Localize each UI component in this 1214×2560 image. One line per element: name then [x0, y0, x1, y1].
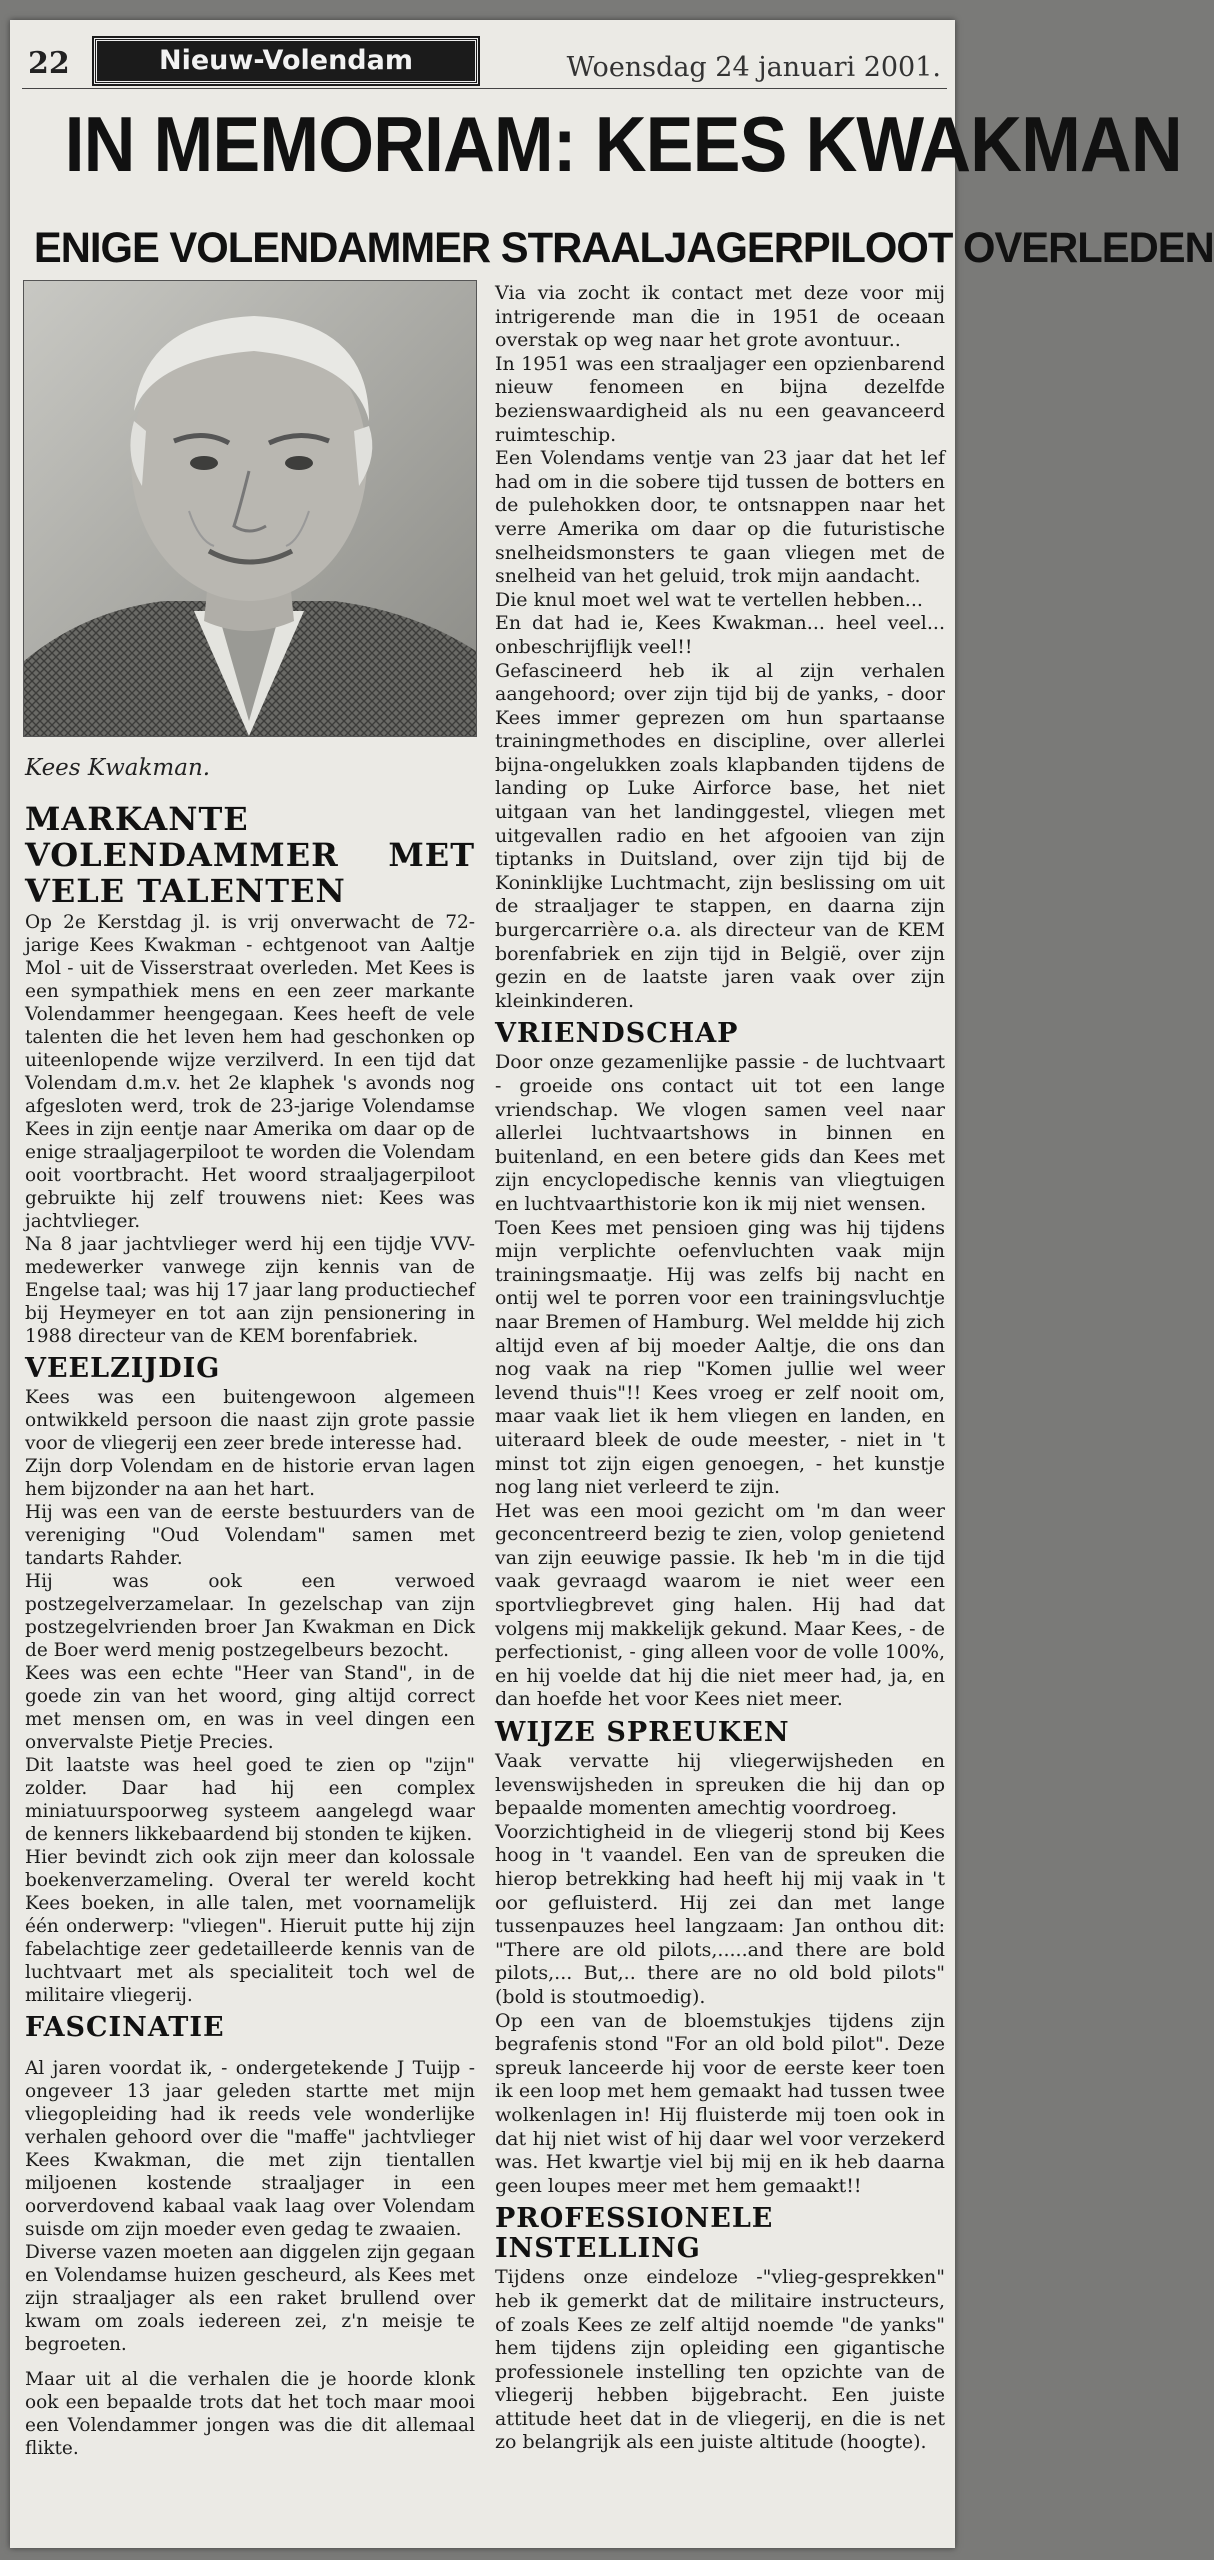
paragraph: Dit laatste was heel goed te zien op "zijn" zolder. Daar had hij een complex miniatuurspoorweg systeem aangelegd waar de kenners likkebaardend bij stonden te kijken.: [25, 1755, 475, 1845]
portrait-photo: [23, 280, 477, 737]
paragraph: Hij was een van de eerste bestuurders van de vereniging "Oud Volendam" samen met tandarts Rahder.: [25, 1502, 475, 1569]
photo-caption: Kees Kwakman.: [25, 755, 211, 781]
paragraph: Diverse vazen moeten aan diggelen zijn gegaan en Volendamse huizen gescheurd, als Kees met zijn straaljager als een raket brullend over kwam om zoals iedereen zei, z'n meisje te begroeten.: [25, 2242, 475, 2355]
section-heading-professionele-instelling: PROFESSIONELE INSTELLING: [495, 2203, 774, 2265]
masthead-logo: [94, 38, 478, 84]
paragraph: Via via zocht ik contact met deze voor mij intrigerende man die in 1951 de oceaan overstak op weg naar het grote avontuur..: [495, 282, 945, 352]
paragraph: Al jaren voordat ik, - ondergetekende J Tuijp - ongeveer 13 jaar geleden startte met mijn vliegopleiding had ik reeds vele wonderlijke verhalen gehoord over die "maffe" jachtvlieger Kees Kwakman, die met zijn tientallen miljoenen kostende straaljager in een oorverdovend kabaal vaak laag over Volendam suisde om zijn moeder even gedag te zwaaien.: [25, 2058, 475, 2240]
paragraph: Toen Kees met pensioen ging was hij tijdens mijn verplichte oefenvluchten vaak mijn trainingsmaatje. Hij was zelfs bij nacht en ontij wel te porren voor een trainingsvluchtje naar Bremen of Hamburg. Wel meldde hij zich altijd even af bij moeder Aaltje, die ons dan nog vaak na riep "Komen jullie wel weer levend thuis"!! Kees vroeg er zelf nooit om, maar vaak liet ik hem vliegen en landen, en uiteraard bleek de oude meester, - niet in 't minst tot zijn eigen genoegen, - het kunstje nog lang niet verleerd te zijn.: [495, 1216, 945, 1499]
issue-date: Woensdag 24 januari 2001.: [566, 52, 941, 83]
section-heading-markante: MARKANTE VOLENDAMMER MET VELE TALENTEN: [25, 800, 475, 910]
paragraph: Vaak vervatte hij vliegerwijsheden en levenswijsheden in spreuken die hij dan op bepaalde momenten amechtig voordroeg.: [495, 1750, 945, 1820]
paragraph: En dat had ie, Kees Kwakman... heel veel... onbeschrijflijk veel!!: [495, 612, 945, 658]
paragraph: Kees was een buitengewoon algemeen ontwikkeld persoon die naast zijn grote passie voor de vliegerij een zeer brede interesse had.: [25, 1387, 475, 1454]
paragraph: Tijdens onze eindeloze -"vlieg-gesprekken" heb ik gemerkt dat de militaire instructeurs, of zoals Kees ze zelf altijd noemde "de yanks" hem tijdens zijn opleiding een gigantische professionele instelling ten opzichte van de vliegerij hebben bijgebracht. Een juiste attitude heet dat in de vliegerij, en die is net zo belangrijk als een juiste altitude (hoogte).: [495, 2266, 945, 2454]
subheadline: ENIGE VOLENDAMMER STRAALJAGERPILOOT OVERLEDEN: [33, 224, 1214, 272]
paragraph: Op een van de bloemstukjes tijdens zijn begrafenis stond "For an old bold pilot". Deze spreuk lanceerde hij voor de eerste keer toen ik een loop met hem gemaakt had tussen twee wolkenlagen in! Hij fluisterde mij toen ook in dat hij niet wist of hij daar wel voor verzekerd was. Het kwartje viel bij mij en ik heb daarna geen loupes meer met hem gemaakt!!: [495, 2009, 945, 2197]
paragraph: Hier bevindt zich ook zijn meer dan kolossale boekenverzameling. Overal ter wereld kocht Kees boeken, in alle talen, met voornamelijk één onderwerp: "vliegen". Hieruit putte hij zijn fabelachtige zeer gedetailleerde kennis van de luchtvaart met als specialiteit toch wel de militaire vliegerij.: [25, 1847, 475, 2006]
paragraph: Op 2e Kerstdag jl. is vrij onverwacht de 72-jarige Kees Kwakman - echtgenoot van Aaltje Mol - uit de Visserstraat overleden. Met Kees is een sympathiek mens en een zeer markante Volendammer heengegaan. Kees heeft de vele talenten die het leven hem had geschonken op uiteenlopende wijze verzilverd. In een tijd dat Volendam d.m.v. het 2e klaphek 's avonds nog afgesloten werd, trok de 23-jarige Volendamse Kees in zijn eentje naar Amerika om daar op de enige straaljagerpiloot te worden die Volendam ooit voortbracht. Het woord straaljagerpiloot gebruikte hij zelf trouwens niet: Kees was jachtvlieger.: [25, 912, 475, 1232]
page-number: 22: [28, 46, 70, 81]
section-heading-veelzijdig: VEELZIJDIG: [25, 1353, 221, 1384]
section-heading-fascinatie: FASCINATIE: [25, 2012, 225, 2043]
paragraph: Door onze gezamenlijke passie - de luchtvaart - groeide ons contact uit tot een lange vriendschap. We vlogen samen veel naar allerlei luchtvaartshows in binnen en buitenland, en een betere gids dan Kees met zijn encyclopedische kennis van vliegtuigen en luchtvaarthistorie kon ik mij niet wensen.: [495, 1051, 945, 1215]
paragraph: Kees was een echte "Heer van Stand", in de goede zin van het woord, ging altijd correct met mensen om, en was in veel dingen een onvervalste Pietje Precies.: [25, 1663, 475, 1753]
newspaper-title: Nieuw-Volendam: [158, 45, 413, 76]
paragraph: Gefascineerd heb ik al zijn verhalen aangehoord; over zijn tijd bij de yanks, - door Kees immer geprezen om hun spartaanse trainingmethodes en discipline, over allerlei bijna-ongelukken zoals klapbanden tijdens de landing op Luke Airforce base, het niet uitgaan van het landinggestel, vliegen met uitgevallen radio en het afgooien van zijn tiptanks in Duitsland, over zijn tijd bij de Koninklijke Luchtmacht, zijn beslissing om uit de straaljager te stappen, en daarna zijn burgercarrière o.a. als directeur van de KEM borenfabriek en zijn tijd in België, over zijn gezin en de laatste jaren vaak over zijn kleinkinderen.: [495, 659, 945, 1012]
portrait-illustration: [24, 281, 476, 736]
headline: IN MEMORIAM: KEES KWAKMAN: [64, 100, 1182, 188]
newspaper-page: [10, 20, 1214, 2548]
paragraph: In 1951 was een straaljager een opzienbarend nieuw fenomeen en bijna dezelfde bezienswaardigheid als nu een geavanceerd ruimteschip.: [495, 352, 945, 446]
paragraph: Hij was ook een verwoed postzegelverzamelaar. In gezelschap van zijn postzegelvrienden broer Jan Kwakman en Dick de Boer werd menig postzegelbeurs bezocht.: [25, 1571, 475, 1661]
paragraph: Een Volendams ventje van 23 jaar dat het lef had om in die sobere tijd tussen de botters en de pulehokken door, te ontsnappen naar het verre Amerika om daar op die futuristische snelheidsmonsters te gaan vliegen met de snelheid van het geluid, trok mijn aandacht.: [495, 447, 945, 588]
paragraph: Zijn dorp Volendam en de historie ervan lagen hem bijzonder na aan het hart.: [25, 1456, 475, 1500]
paragraph: Maar uit al die verhalen die je hoorde klonk ook een bepaalde trots dat het toch maar mooi een Volendammer jongen was die dit allemaal flikte.: [25, 2369, 475, 2459]
paragraph: Het was een mooi gezicht om 'm dan weer geconcentreerd bezig te zien, volop genietend van zijn eeuwige passie. Ik heb 'm in die tijd vaak gevraagd waarom ie niet weer een sportvliegbrevet ging halen. Hij had dat volgens mij makkelijk gekund. Maar Kees, - de perfectionist, - ging alleen voor de volle 100%, en hij voelde dat hij die niet meer had, ja, en dan hoefde het voor Kees niet meer.: [495, 1499, 945, 1711]
section-heading-wijze-spreuken: WIJZE SPREUKEN: [495, 1717, 790, 1749]
left-column: [25, 795, 475, 2460]
paragraph: Voorzichtigheid in de vliegerij stond bij Kees hoog in 't vaandel. Een van de spreuken die hierop betrekking had heeft hij mij vaak in 't oor gefluisterd. Hij zei dan met lange tussenpauzes heel langzaam: Jan onthou dit: "There are old pilots,.....and there are bold pilots,... But,.. there are no old bold pilots" (bold is stoutmoedig).: [495, 1820, 945, 2008]
paragraph: Na 8 jaar jachtvlieger werd hij een tijdje VVV-medewerker vanwege zijn kennis van de Engelse taal; was hij 17 jaar lang productiechef bij Heymeyer en tot aan zijn pensionering in 1988 directeur van de KEM borenfabriek.: [25, 1234, 475, 1347]
right-column: [495, 282, 945, 2455]
section-heading-vriendschap: VRIENDSCHAP: [495, 1018, 739, 1050]
paragraph: Die knul moet wel wat te vertellen hebben...: [495, 588, 923, 611]
masthead: [22, 28, 947, 89]
